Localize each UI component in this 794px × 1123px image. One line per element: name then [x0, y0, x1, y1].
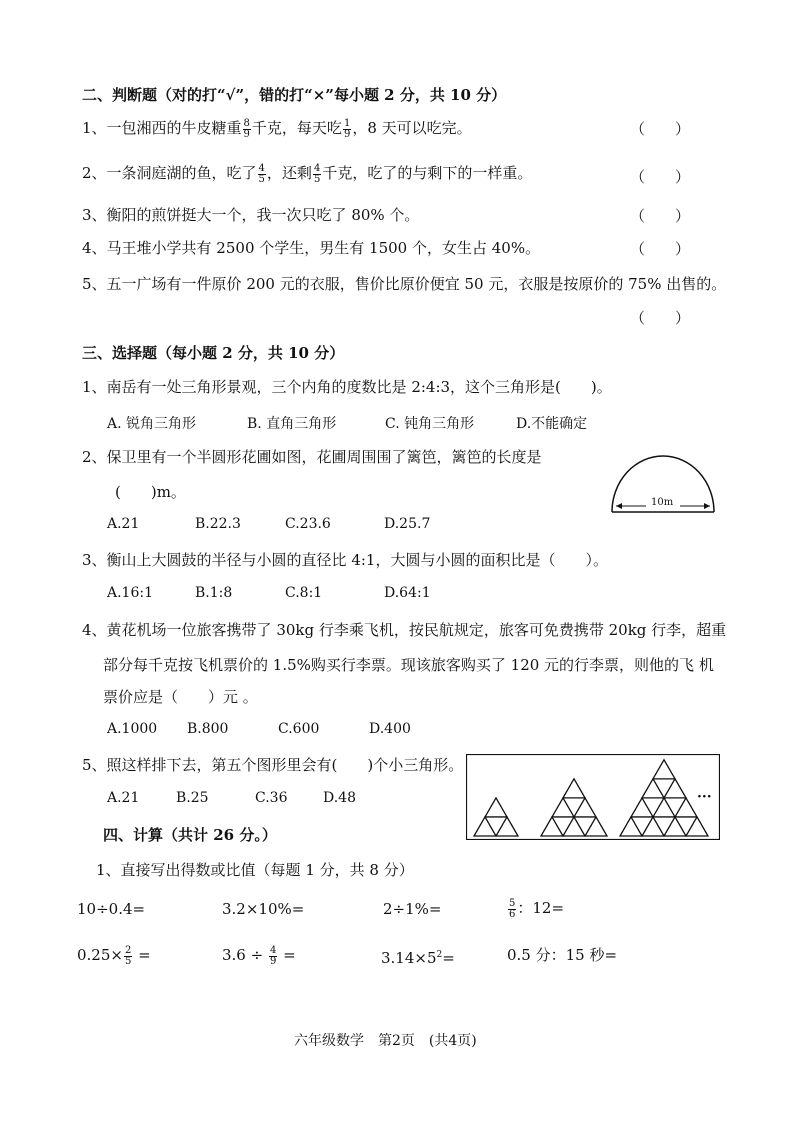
- option-b[interactable]: B.22.3: [195, 516, 241, 532]
- small-triangle: [485, 798, 507, 817]
- judge-item-3: 3、衡阳的煎饼挺大一个，我一次只吃了 80% 个。: [82, 206, 420, 224]
- fraction: $\frac{4}{9}$: [269, 944, 277, 967]
- fraction: $\frac{5}{6}$: [509, 897, 516, 920]
- page-footer-text: 六年级数学 第2页 (共4页): [294, 1033, 477, 1049]
- option-a[interactable]: A. 锐角三角形: [107, 416, 197, 432]
- fraction: $\frac{1}{9}$: [343, 117, 351, 140]
- triangle-group: [541, 779, 607, 836]
- option-c[interactable]: C.8:1: [285, 585, 323, 601]
- calc-item: 3.2×10%=: [222, 900, 305, 918]
- ellipsis: ···: [697, 789, 712, 805]
- option-a[interactable]: A.1000: [107, 721, 158, 737]
- small-triangle: [642, 817, 664, 836]
- choice-q4-line3: 票价应是（ ）元 。: [103, 688, 258, 706]
- option-d[interactable]: D.400: [369, 721, 411, 737]
- option-c[interactable]: C.600: [278, 721, 320, 737]
- calc-item: 10÷0.4=: [77, 900, 146, 918]
- small-triangle: [653, 798, 675, 817]
- section-2-title: 二、判断题（对的打“√”，错的打“×”每小题 2 分，共 10 分）: [82, 86, 507, 104]
- option-d[interactable]: D.25.7: [384, 516, 431, 532]
- choice-q1: 1、南岳有一处三角形景观，三个内角的度数比是 2:4:3，这个三角形是( )。: [82, 378, 612, 396]
- judge-item-5: 5、五一广场有一件原价 200 元的衣服，售价比原价便宜 50 元，衣服是按原价的 75% 出售的。: [82, 275, 727, 293]
- answer-blank[interactable]: （ ）: [630, 240, 691, 258]
- small-triangle: [664, 817, 686, 836]
- small-triangle: [620, 817, 642, 836]
- option-d[interactable]: D.48: [323, 790, 356, 806]
- judge-item-4: 4、马王堆小学共有 2500 个学生，男生有 1500 个，女生占 40%。: [82, 239, 541, 257]
- judge-item-2: 2、一条洞庭湖的鱼，吃了 $\frac{4}{5}$ ，还剩 $\frac{4}{5}$ 千克，吃了的与剩下的一样重。: [82, 162, 533, 185]
- fraction: $\frac{2}{5}$: [124, 944, 132, 967]
- fraction: $\frac{4}{5}$: [258, 162, 265, 185]
- answer-blank[interactable]: （ ）: [630, 120, 691, 138]
- calc-item: 0.5 分：15 秒=: [507, 946, 618, 964]
- fraction: $\frac{4}{5}$: [313, 162, 321, 185]
- small-triangle: [496, 817, 518, 836]
- answer-blank[interactable]: （ ）: [630, 168, 691, 186]
- triangle-group: [474, 798, 518, 836]
- option-a[interactable]: A.16:1: [107, 585, 153, 601]
- small-triangle: [664, 779, 686, 798]
- judge-item-1: 1、一包湘西的牛皮糖重 $\frac{8}{9}$ 千克，每天吃 $\frac{1}{9}$ ，8 天可以吃完。: [82, 117, 472, 140]
- small-triangle: [541, 817, 563, 836]
- calc-item: 0.25× $\frac{2}{5}$ =: [77, 944, 151, 967]
- small-triangle: [563, 817, 585, 836]
- option-d[interactable]: D.不能确定: [516, 416, 588, 432]
- option-d[interactable]: D.64:1: [384, 585, 431, 601]
- answer-blank[interactable]: （ ）: [630, 309, 691, 327]
- choice-q2-blank[interactable]: ( )m。: [115, 483, 186, 501]
- option-b[interactable]: B.25: [176, 790, 209, 806]
- small-triangle: [474, 817, 496, 836]
- figure-label: 10m: [651, 497, 674, 508]
- figure-border: [467, 755, 720, 840]
- section-3-title: 三、选择题（每小题 2 分，共 10 分）: [82, 344, 345, 362]
- small-triangle: [675, 798, 697, 817]
- option-c[interactable]: C.36: [255, 790, 288, 806]
- option-c[interactable]: C. 钝角三角形: [385, 416, 475, 432]
- choice-q4-line2: 部分每千克按飞机票价的 1.5%购买行李票。现该旅客购买了 120 元的行李票，则他的飞 机: [103, 656, 714, 674]
- option-b[interactable]: B.800: [187, 721, 229, 737]
- small-triangle: [574, 798, 596, 817]
- section-4-title: 四、计算（共计 26 分。）: [103, 826, 277, 844]
- calc-subtitle: 1、直接写出得数或比值（每题 1 分，共 8 分）: [96, 861, 414, 879]
- small-triangle: [552, 798, 574, 817]
- calc-item: 2÷1%=: [383, 900, 442, 918]
- small-triangle: [563, 779, 585, 798]
- calc-item: 3.6 ÷ $\frac{4}{9}$ =: [222, 944, 296, 967]
- small-triangle: [653, 760, 675, 779]
- small-triangle: [585, 817, 607, 836]
- option-c[interactable]: C.23.6: [285, 516, 331, 532]
- answer-blank[interactable]: （ ）: [630, 207, 691, 225]
- triangle-pattern-figure: [466, 754, 720, 840]
- calc-item: $\frac{5}{6}$ ：12=: [509, 897, 565, 920]
- small-triangle: [686, 817, 708, 836]
- choice-q5: 5、照这样排下去，第五个图形里会有( )个小三角形。: [82, 756, 464, 774]
- option-a[interactable]: A.21: [107, 516, 140, 532]
- calc-item: $3.14\times 5^2=$: [381, 949, 455, 967]
- fraction: $\frac{8}{9}$: [243, 117, 250, 140]
- small-triangle: [631, 798, 653, 817]
- option-b[interactable]: B. 直角三角形: [247, 416, 337, 432]
- triangle-group: [620, 760, 708, 836]
- small-triangle: [642, 779, 664, 798]
- option-b[interactable]: B.1:8: [195, 585, 233, 601]
- choice-q4-line1: 4、黄花机场一位旅客携带了 30kg 行李乘飞机，按民航规定，旅客可免费携带 20kg 行李，超重: [82, 621, 727, 639]
- choice-q2: 2、保卫里有一个半圆形花圃如图，花圃周围围了篱笆，篱笆的长度是: [82, 448, 542, 466]
- choice-q3: 3、衡山上大圆鼓的半径与小圆的直径比 4:1，大圆与小圆的面积比是（ ）。: [82, 551, 608, 569]
- option-a[interactable]: A.21: [107, 790, 140, 806]
